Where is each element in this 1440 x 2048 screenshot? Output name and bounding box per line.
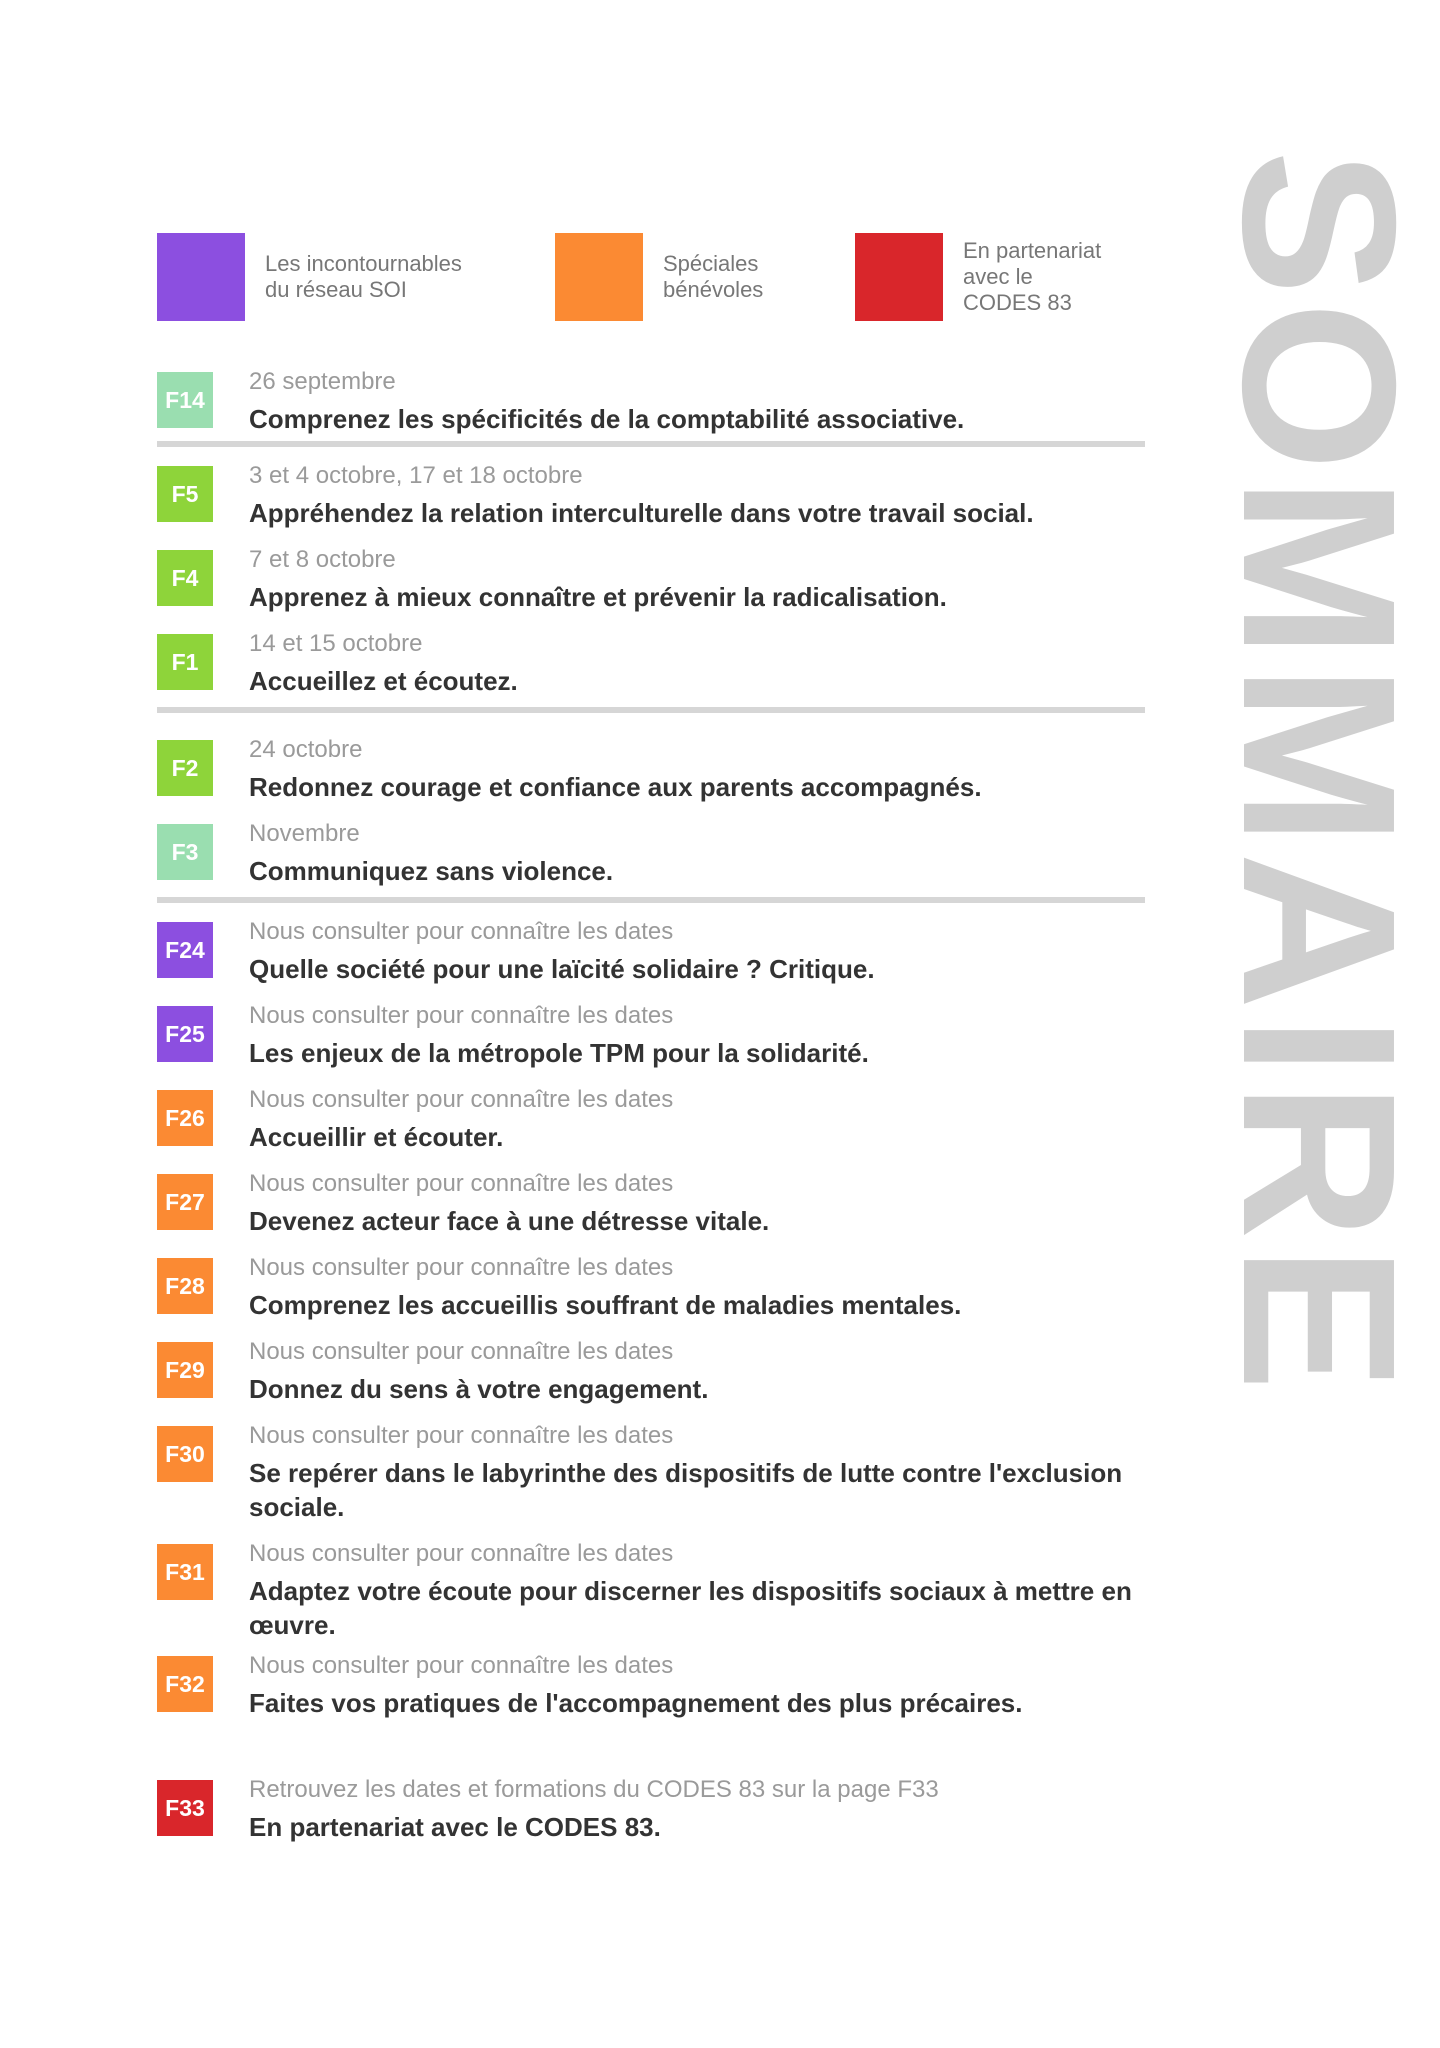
legend-swatch-red — [855, 233, 943, 321]
legend-label: En partenariat avec le CODES 83 — [963, 238, 1102, 315]
training-title: Faites vos pratiques de l'accompagnement des plus précaires. — [249, 1688, 1023, 1718]
training-title: Appréhendez la relation interculturelle dans votre travail social. — [249, 498, 1034, 528]
legend-incontournables — [157, 232, 462, 322]
training-date: Nous consulter pour connaître les dates — [249, 1338, 674, 1365]
separator — [157, 707, 1145, 713]
training-code-badge: F2 — [157, 740, 213, 796]
training-title: Communiquez sans violence. — [249, 856, 614, 886]
training-date: Nous consulter pour connaître les dates — [249, 918, 674, 945]
training-title: Devenez acteur face à une détresse vitale. — [249, 1206, 770, 1236]
training-title: Donnez du sens à votre engagement. — [249, 1374, 709, 1404]
separator — [157, 441, 1145, 447]
legend-label: Spéciales bénévoles — [663, 251, 764, 302]
training-date: Retrouvez les dates et formations du CODES 83 sur la page F33 — [249, 1776, 939, 1803]
training-code-badge: F1 — [157, 634, 213, 690]
training-title: Accueillez et écoutez. — [249, 666, 518, 696]
training-code-badge: F4 — [157, 550, 213, 606]
training-date: Nous consulter pour connaître les dates — [249, 1422, 674, 1449]
training-title: Adaptez votre écoute pour discerner les dispositifs sociaux à mettre en œuvre. — [249, 1576, 1132, 1640]
training-date: Nous consulter pour connaître les dates — [249, 1254, 674, 1281]
training-title: Redonnez courage et confiance aux parents accompagnés. — [249, 772, 982, 802]
training-date: Novembre — [249, 820, 360, 847]
training-title: Se repérer dans le labyrinthe des dispositifs de lutte contre l'exclusion sociale. — [249, 1458, 1123, 1522]
training-code-badge: F28 — [157, 1258, 213, 1314]
training-title: Accueillir et écouter. — [249, 1122, 504, 1152]
training-code-badge: F32 — [157, 1656, 213, 1712]
training-date: Nous consulter pour connaître les dates — [249, 1540, 674, 1567]
training-code-badge: F14 — [157, 372, 213, 428]
legend-benevoles — [555, 232, 763, 322]
training-code-badge: F25 — [157, 1006, 213, 1062]
page-title — [1197, 150, 1440, 1890]
legend-label: Les incontournables du réseau SOI — [265, 251, 462, 302]
legend-swatch-orange — [555, 233, 643, 321]
training-title: Comprenez les spécificités de la comptabilité associative. — [249, 404, 965, 434]
training-date: Nous consulter pour connaître les dates — [249, 1652, 674, 1679]
training-date: 7 et 8 octobre — [249, 546, 396, 573]
training-date: Nous consulter pour connaître les dates — [249, 1086, 674, 1113]
training-title: Apprenez à mieux connaître et prévenir la radicalisation. — [249, 582, 947, 612]
training-code-badge: F24 — [157, 922, 213, 978]
training-title: Les enjeux de la métropole TPM pour la solidarité. — [249, 1038, 869, 1068]
training-date: 26 septembre — [249, 368, 396, 395]
training-code-badge: F30 — [157, 1426, 213, 1482]
training-code-badge: F31 — [157, 1544, 213, 1600]
separator — [157, 897, 1145, 903]
training-date: Nous consulter pour connaître les dates — [249, 1002, 674, 1029]
training-date: 24 octobre — [249, 736, 363, 763]
training-title: Quelle société pour une laïcité solidaire ? Critique. — [249, 954, 875, 984]
training-code-badge: F29 — [157, 1342, 213, 1398]
legend-codes83 — [855, 232, 1101, 322]
legend-swatch-purple — [157, 233, 245, 321]
training-date: 14 et 15 octobre — [249, 630, 423, 657]
training-date: Nous consulter pour connaître les dates — [249, 1170, 674, 1197]
training-code-badge: F5 — [157, 466, 213, 522]
training-title: Comprenez les accueillis souffrant de maladies mentales. — [249, 1290, 962, 1320]
training-code-badge: F3 — [157, 824, 213, 880]
training-code-badge: F27 — [157, 1174, 213, 1230]
training-code-badge: F26 — [157, 1090, 213, 1146]
training-title: En partenariat avec le CODES 83. — [249, 1812, 661, 1842]
page-title-text: SOMMAIRE — [1197, 150, 1440, 1397]
training-code-badge: F33 — [157, 1780, 213, 1836]
training-date: 3 et 4 octobre, 17 et 18 octobre — [249, 462, 583, 489]
